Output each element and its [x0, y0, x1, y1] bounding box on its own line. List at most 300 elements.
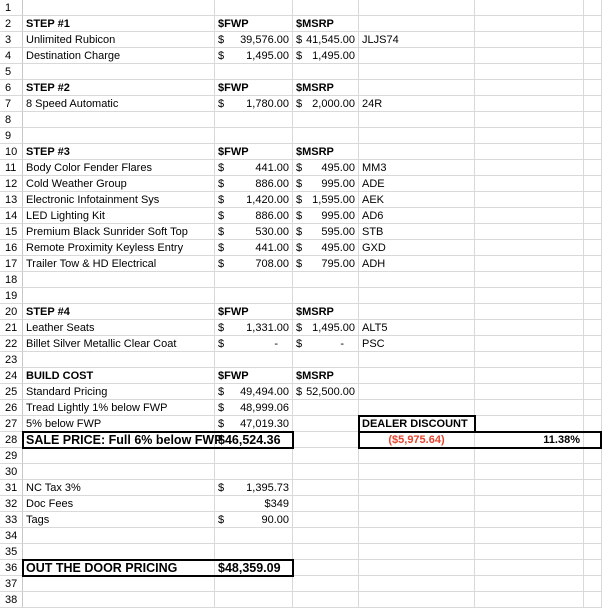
- cell-msrp[interactable]: [293, 336, 359, 352]
- cell-label[interactable]: Leather Seats: [23, 320, 215, 336]
- cell-code[interactable]: DEALER DISCOUNT: [359, 416, 475, 432]
- cell-extra[interactable]: [475, 416, 584, 432]
- amount: 995.00: [321, 210, 355, 222]
- cell-empty[interactable]: [584, 112, 602, 128]
- cell-code[interactable]: MM3: [359, 160, 475, 176]
- cell-label[interactable]: [23, 448, 215, 464]
- cell-extra[interactable]: [475, 464, 584, 480]
- cell-code[interactable]: STB: [359, 224, 475, 240]
- row-header[interactable]: 21: [0, 320, 23, 336]
- cell-empty[interactable]: [584, 432, 602, 448]
- cell-fwp[interactable]: $FWP: [215, 304, 293, 320]
- cell-code[interactable]: [359, 544, 475, 560]
- cell-code[interactable]: [359, 288, 475, 304]
- cell-empty[interactable]: [584, 64, 602, 80]
- cell-label[interactable]: [23, 64, 215, 80]
- cell-msrp[interactable]: [293, 96, 359, 112]
- row-header[interactable]: 35: [0, 544, 23, 560]
- cell-fwp[interactable]: [215, 240, 293, 256]
- cell-msrp[interactable]: [293, 128, 359, 144]
- cell-code[interactable]: PSC: [359, 336, 475, 352]
- cell-empty[interactable]: [584, 336, 602, 352]
- cell-label[interactable]: Standard Pricing: [23, 384, 215, 400]
- cell-label[interactable]: Billet Silver Metallic Clear Coat: [23, 336, 215, 352]
- cell-fwp[interactable]: [215, 512, 293, 528]
- cell-label[interactable]: [23, 128, 215, 144]
- cell-code[interactable]: [359, 496, 475, 512]
- cell-fwp[interactable]: [215, 128, 293, 144]
- cell-extra[interactable]: [475, 160, 584, 176]
- cell-empty[interactable]: [584, 176, 602, 192]
- row-header[interactable]: 30: [0, 464, 23, 480]
- cell-code[interactable]: [359, 48, 475, 64]
- row-header[interactable]: 14: [0, 208, 23, 224]
- row-header[interactable]: 4: [0, 48, 23, 64]
- cell-msrp[interactable]: [293, 512, 359, 528]
- cell-msrp[interactable]: [293, 480, 359, 496]
- cell-fwp[interactable]: [215, 224, 293, 240]
- cell-fwp[interactable]: [215, 576, 293, 592]
- cell-code[interactable]: ADE: [359, 176, 475, 192]
- cell-extra[interactable]: [475, 560, 584, 576]
- cell-label[interactable]: Premium Black Sunrider Soft Top: [23, 224, 215, 240]
- cell-msrp[interactable]: [293, 432, 359, 448]
- cell-code[interactable]: ($5,975.64): [359, 432, 475, 448]
- cell-extra[interactable]: [475, 528, 584, 544]
- cell-extra[interactable]: [475, 176, 584, 192]
- cell-extra[interactable]: [475, 0, 584, 16]
- cell-code[interactable]: ADH: [359, 256, 475, 272]
- cell-empty[interactable]: [584, 560, 602, 576]
- cell-extra[interactable]: [475, 224, 584, 240]
- cell-label[interactable]: Tread Lightly 1% below FWP: [23, 400, 215, 416]
- cell-label[interactable]: Trailer Tow & HD Electrical: [23, 256, 215, 272]
- cell-label[interactable]: [23, 528, 215, 544]
- cell-extra[interactable]: [475, 32, 584, 48]
- row-header[interactable]: 7: [0, 96, 23, 112]
- cell-empty[interactable]: [584, 480, 602, 496]
- cell-extra[interactable]: [475, 96, 584, 112]
- cell-msrp[interactable]: $MSRP: [293, 304, 359, 320]
- cell-label[interactable]: SALE PRICE: Full 6% below FWP: [23, 432, 215, 448]
- cell-code[interactable]: [359, 64, 475, 80]
- cell-msrp[interactable]: [293, 192, 359, 208]
- cell-code[interactable]: [359, 272, 475, 288]
- cell-extra[interactable]: [475, 304, 584, 320]
- cell-code[interactable]: [359, 400, 475, 416]
- cell-label[interactable]: OUT THE DOOR PRICING: [23, 560, 215, 576]
- cell-msrp[interactable]: [293, 272, 359, 288]
- cell-code[interactable]: [359, 512, 475, 528]
- cell-extra[interactable]: [475, 112, 584, 128]
- cell-msrp[interactable]: [293, 112, 359, 128]
- cell-code[interactable]: AD6: [359, 208, 475, 224]
- sheet-row: [0, 400, 602, 416]
- cell-msrp[interactable]: [293, 240, 359, 256]
- cell-msrp[interactable]: [293, 400, 359, 416]
- row-header[interactable]: 2: [0, 16, 23, 32]
- cell-fwp[interactable]: [215, 0, 293, 16]
- cell-extra[interactable]: [475, 48, 584, 64]
- cell-label[interactable]: Remote Proximity Keyless Entry: [23, 240, 215, 256]
- row-header[interactable]: 38: [0, 592, 23, 608]
- currency-symbol: $: [296, 338, 303, 350]
- cell-label[interactable]: 8 Speed Automatic: [23, 96, 215, 112]
- cell-label[interactable]: Doc Fees: [23, 496, 215, 512]
- cell-fwp[interactable]: [215, 592, 293, 608]
- cell-msrp[interactable]: $MSRP: [293, 368, 359, 384]
- cell-msrp[interactable]: $MSRP: [293, 80, 359, 96]
- row-header[interactable]: 9: [0, 128, 23, 144]
- cell-extra[interactable]: [475, 496, 584, 512]
- cell-label[interactable]: Unlimited Rubicon: [23, 32, 215, 48]
- cell-msrp[interactable]: [293, 352, 359, 368]
- row-header[interactable]: 29: [0, 448, 23, 464]
- row-header[interactable]: 1: [0, 0, 23, 16]
- amount: 1,395.73: [246, 482, 289, 494]
- cell-msrp[interactable]: [293, 448, 359, 464]
- cell-label[interactable]: NC Tax 3%: [23, 480, 215, 496]
- cell-code[interactable]: [359, 368, 475, 384]
- cell-fwp[interactable]: [215, 336, 293, 352]
- cell-label[interactable]: 5% below FWP: [23, 416, 215, 432]
- cell-fwp[interactable]: [215, 160, 293, 176]
- cell-extra[interactable]: [475, 288, 584, 304]
- cell-extra[interactable]: [475, 144, 584, 160]
- cell-extra[interactable]: [475, 256, 584, 272]
- cell-fwp[interactable]: [215, 288, 293, 304]
- sheet-row: [0, 416, 602, 432]
- cell-msrp[interactable]: [293, 64, 359, 80]
- row-header[interactable]: 34: [0, 528, 23, 544]
- amount: 2,000.00: [312, 98, 355, 110]
- cell-empty[interactable]: [584, 192, 602, 208]
- row-header[interactable]: 13: [0, 192, 23, 208]
- cell-msrp[interactable]: [293, 384, 359, 400]
- cell-fwp[interactable]: [215, 320, 293, 336]
- cell-extra[interactable]: [475, 64, 584, 80]
- row-header[interactable]: 28: [0, 432, 23, 448]
- cell-code[interactable]: [359, 144, 475, 160]
- cell-empty[interactable]: [584, 224, 602, 240]
- cell-empty[interactable]: [584, 384, 602, 400]
- cell-empty[interactable]: [584, 496, 602, 512]
- cell-fwp[interactable]: $FWP: [215, 144, 293, 160]
- cell-empty[interactable]: [584, 592, 602, 608]
- cell-extra[interactable]: [475, 480, 584, 496]
- cell-extra[interactable]: [475, 368, 584, 384]
- cell-empty[interactable]: [584, 528, 602, 544]
- cell-empty[interactable]: [584, 80, 602, 96]
- cell-fwp[interactable]: $FWP: [215, 16, 293, 32]
- cell-msrp[interactable]: [293, 256, 359, 272]
- cell-label[interactable]: [23, 576, 215, 592]
- cell-code[interactable]: AEK: [359, 192, 475, 208]
- cell-msrp[interactable]: [293, 576, 359, 592]
- cell-label[interactable]: STEP #1: [23, 16, 215, 32]
- cell-extra[interactable]: [475, 400, 584, 416]
- sheet-row: [0, 368, 602, 384]
- currency-symbol: $: [296, 258, 303, 270]
- cell-fwp[interactable]: [215, 176, 293, 192]
- cell-extra[interactable]: [475, 352, 584, 368]
- row-header[interactable]: 25: [0, 384, 23, 400]
- cell-label[interactable]: Electronic Infotainment Sys: [23, 192, 215, 208]
- cell-fwp[interactable]: [215, 112, 293, 128]
- cell-msrp[interactable]: [293, 320, 359, 336]
- cell-empty[interactable]: [584, 160, 602, 176]
- cell-extra[interactable]: [475, 240, 584, 256]
- cell-msrp[interactable]: $MSRP: [293, 16, 359, 32]
- cell-empty[interactable]: [584, 256, 602, 272]
- cell-code[interactable]: [359, 448, 475, 464]
- cell-fwp[interactable]: [215, 192, 293, 208]
- cell-extra[interactable]: [475, 576, 584, 592]
- amount: 595.00: [321, 226, 355, 238]
- cell-label[interactable]: [23, 0, 215, 16]
- row-header[interactable]: 24: [0, 368, 23, 384]
- cell-msrp[interactable]: [293, 176, 359, 192]
- cell-code[interactable]: [359, 80, 475, 96]
- cell-extra[interactable]: [475, 448, 584, 464]
- cell-msrp[interactable]: [293, 32, 359, 48]
- cell-extra[interactable]: [475, 208, 584, 224]
- row-header[interactable]: 19: [0, 288, 23, 304]
- cell-label[interactable]: [23, 464, 215, 480]
- cell-fwp[interactable]: $46,524.36: [215, 432, 293, 448]
- cell-empty[interactable]: [584, 352, 602, 368]
- cell-extra[interactable]: [475, 192, 584, 208]
- cell-code[interactable]: GXD: [359, 240, 475, 256]
- cell-extra[interactable]: [475, 272, 584, 288]
- row-header[interactable]: 37: [0, 576, 23, 592]
- row-header[interactable]: 17: [0, 256, 23, 272]
- cell-label[interactable]: STEP #3: [23, 144, 215, 160]
- cell-empty[interactable]: [584, 32, 602, 48]
- cell-empty[interactable]: [584, 448, 602, 464]
- row-header[interactable]: 18: [0, 272, 23, 288]
- cell-fwp[interactable]: [215, 352, 293, 368]
- cell-msrp[interactable]: [293, 208, 359, 224]
- amount: 1,595.00: [312, 194, 355, 206]
- cell-fwp[interactable]: [215, 400, 293, 416]
- cell-code[interactable]: [359, 560, 475, 576]
- cell-code[interactable]: [359, 0, 475, 16]
- cell-code[interactable]: [359, 384, 475, 400]
- amount: 1,331.00: [246, 322, 289, 334]
- row-header[interactable]: 31: [0, 480, 23, 496]
- cell-label[interactable]: [23, 352, 215, 368]
- cell-fwp[interactable]: [215, 544, 293, 560]
- sheet-row: [0, 144, 602, 160]
- cell-code[interactable]: [359, 592, 475, 608]
- row-header[interactable]: 3: [0, 32, 23, 48]
- cell-empty[interactable]: [584, 96, 602, 112]
- cell-fwp[interactable]: [215, 480, 293, 496]
- cell-empty[interactable]: [584, 544, 602, 560]
- amount: 495.00: [321, 242, 355, 254]
- sheet-row: [0, 272, 602, 288]
- cell-empty[interactable]: [584, 416, 602, 432]
- cell-msrp[interactable]: [293, 416, 359, 432]
- cell-fwp[interactable]: [215, 464, 293, 480]
- currency-symbol: $: [296, 34, 303, 46]
- row-header[interactable]: 27: [0, 416, 23, 432]
- cell-empty[interactable]: [584, 16, 602, 32]
- cell-empty[interactable]: [584, 128, 602, 144]
- sheet-row: [0, 112, 602, 128]
- cell-empty[interactable]: [584, 144, 602, 160]
- row-header[interactable]: 16: [0, 240, 23, 256]
- row-header[interactable]: 22: [0, 336, 23, 352]
- cell-msrp[interactable]: [293, 592, 359, 608]
- cell-fwp[interactable]: [215, 496, 293, 512]
- cell-label[interactable]: LED Lighting Kit: [23, 208, 215, 224]
- sheet-row: [0, 592, 602, 608]
- cell-fwp[interactable]: [215, 528, 293, 544]
- cell-msrp[interactable]: [293, 496, 359, 512]
- cell-fwp[interactable]: [215, 64, 293, 80]
- cell-code[interactable]: [359, 16, 475, 32]
- sheet-row: [0, 384, 602, 400]
- amount: 39,576.00: [240, 34, 289, 46]
- row-header[interactable]: 20: [0, 304, 23, 320]
- cell-fwp[interactable]: [215, 48, 293, 64]
- cell-msrp[interactable]: [293, 544, 359, 560]
- cell-empty[interactable]: [584, 304, 602, 320]
- row-header[interactable]: 6: [0, 80, 23, 96]
- row-header[interactable]: 11: [0, 160, 23, 176]
- cell-code[interactable]: [359, 480, 475, 496]
- cell-code[interactable]: [359, 576, 475, 592]
- cell-extra[interactable]: 11.38%: [475, 432, 584, 448]
- cell-fwp[interactable]: [215, 272, 293, 288]
- amount: 47,019.30: [240, 418, 289, 430]
- cell-extra[interactable]: [475, 320, 584, 336]
- cell-fwp[interactable]: [215, 32, 293, 48]
- cell-empty[interactable]: [584, 368, 602, 384]
- row-header[interactable]: 33: [0, 512, 23, 528]
- cell-msrp[interactable]: [293, 160, 359, 176]
- row-header[interactable]: 8: [0, 112, 23, 128]
- cell-extra[interactable]: [475, 336, 584, 352]
- cell-code[interactable]: [359, 528, 475, 544]
- row-header[interactable]: 32: [0, 496, 23, 512]
- cell-extra[interactable]: [475, 80, 584, 96]
- sheet-row: [0, 304, 602, 320]
- cell-empty[interactable]: [584, 464, 602, 480]
- amount: 1,495.00: [312, 322, 355, 334]
- amount: 49,494.00: [240, 386, 289, 398]
- cell-extra[interactable]: [475, 544, 584, 560]
- cell-empty[interactable]: [584, 288, 602, 304]
- sheet-row: [0, 480, 602, 496]
- cell-msrp[interactable]: [293, 528, 359, 544]
- row-header[interactable]: 26: [0, 400, 23, 416]
- cell-empty[interactable]: [584, 576, 602, 592]
- cell-msrp[interactable]: [293, 560, 359, 576]
- cell-fwp[interactable]: [215, 256, 293, 272]
- currency-symbol: $: [218, 178, 225, 190]
- cell-empty[interactable]: [584, 512, 602, 528]
- cell-empty[interactable]: [584, 208, 602, 224]
- cell-msrp[interactable]: [293, 224, 359, 240]
- cell-fwp[interactable]: $FWP: [215, 368, 293, 384]
- row-header[interactable]: 23: [0, 352, 23, 368]
- cell-label[interactable]: Tags: [23, 512, 215, 528]
- sheet-row: [0, 336, 602, 352]
- cell-extra[interactable]: [475, 128, 584, 144]
- cell-extra[interactable]: [475, 512, 584, 528]
- cell-extra[interactable]: [475, 384, 584, 400]
- currency-symbol: $: [296, 194, 303, 206]
- cell-label[interactable]: Destination Charge: [23, 48, 215, 64]
- cell-label[interactable]: [23, 288, 215, 304]
- amount: 441.00: [255, 162, 289, 174]
- row-header[interactable]: 15: [0, 224, 23, 240]
- cell-label[interactable]: STEP #2: [23, 80, 215, 96]
- cell-empty[interactable]: [584, 0, 602, 16]
- cell-code[interactable]: [359, 112, 475, 128]
- cell-label[interactable]: [23, 112, 215, 128]
- cell-empty[interactable]: [584, 272, 602, 288]
- cell-label[interactable]: STEP #4: [23, 304, 215, 320]
- cell-fwp[interactable]: [215, 208, 293, 224]
- sheet-row: [0, 0, 602, 16]
- cell-extra[interactable]: [475, 592, 584, 608]
- cell-fwp[interactable]: [215, 448, 293, 464]
- cell-msrp[interactable]: $MSRP: [293, 144, 359, 160]
- cell-code[interactable]: [359, 304, 475, 320]
- cell-code[interactable]: JLJS74: [359, 32, 475, 48]
- cell-code[interactable]: [359, 464, 475, 480]
- cell-fwp[interactable]: [215, 96, 293, 112]
- amount: 995.00: [321, 178, 355, 190]
- row-header[interactable]: 5: [0, 64, 23, 80]
- cell-label[interactable]: [23, 272, 215, 288]
- cell-fwp[interactable]: $FWP: [215, 80, 293, 96]
- cell-fwp[interactable]: [215, 384, 293, 400]
- amount: -: [274, 338, 278, 350]
- cell-empty[interactable]: [584, 320, 602, 336]
- row-header[interactable]: 36: [0, 560, 23, 576]
- cell-code[interactable]: [359, 128, 475, 144]
- sheet-row: [0, 160, 602, 176]
- cell-label[interactable]: [23, 544, 215, 560]
- cell-msrp[interactable]: [293, 464, 359, 480]
- cell-msrp[interactable]: [293, 288, 359, 304]
- cell-msrp[interactable]: [293, 48, 359, 64]
- amount: 90.00: [261, 514, 289, 526]
- row-header[interactable]: 12: [0, 176, 23, 192]
- cell-extra[interactable]: [475, 16, 584, 32]
- sheet-row: [0, 192, 602, 208]
- cell-code[interactable]: ALT5: [359, 320, 475, 336]
- cell-label[interactable]: [23, 592, 215, 608]
- cell-code[interactable]: [359, 352, 475, 368]
- cell-msrp[interactable]: [293, 0, 359, 16]
- cell-label[interactable]: BUILD COST: [23, 368, 215, 384]
- cell-fwp[interactable]: [215, 416, 293, 432]
- row-header[interactable]: 10: [0, 144, 23, 160]
- cell-label[interactable]: Body Color Fender Flares: [23, 160, 215, 176]
- cell-empty[interactable]: [584, 400, 602, 416]
- cell-code[interactable]: 24R: [359, 96, 475, 112]
- cell-fwp[interactable]: $48,359.09: [215, 560, 293, 576]
- cell-empty[interactable]: [584, 48, 602, 64]
- cell-label[interactable]: Cold Weather Group: [23, 176, 215, 192]
- cell-empty[interactable]: [584, 240, 602, 256]
